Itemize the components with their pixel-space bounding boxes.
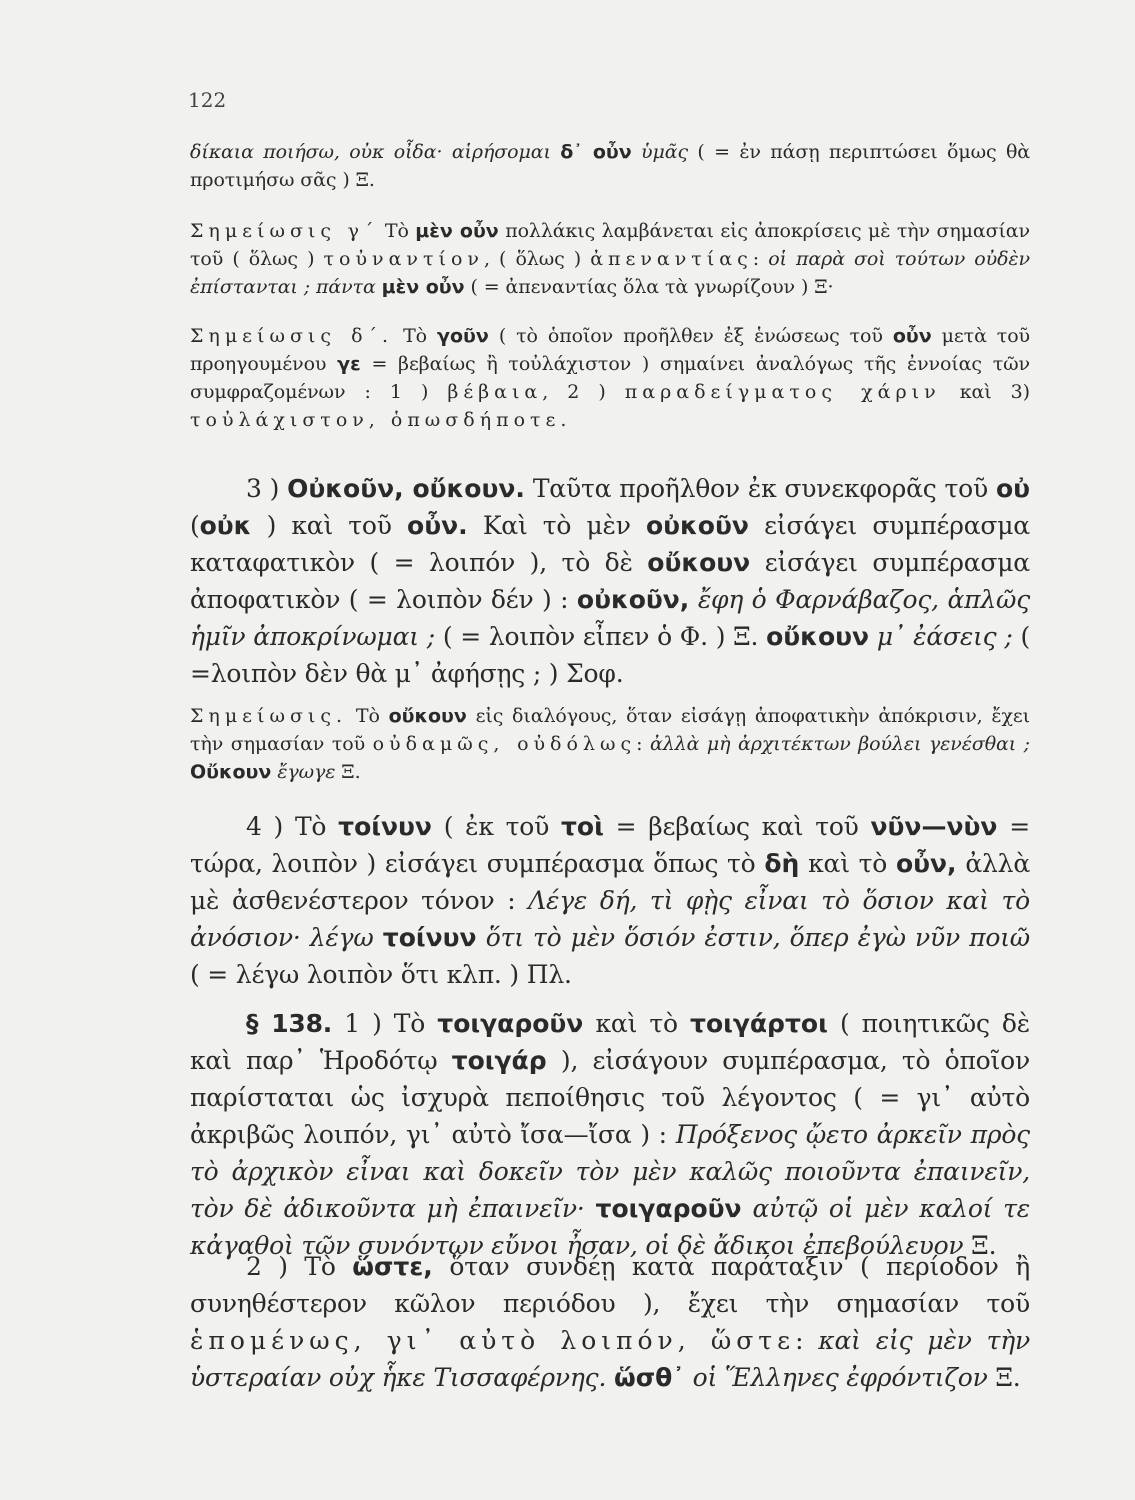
bold-term: ὥστε, <box>352 1252 433 1281</box>
bold-term: τοίνυν <box>338 812 432 841</box>
text-run: 1 ) Τὸ <box>332 1009 438 1038</box>
text-run: μετὰ τοῦ προηγουμένου <box>190 325 1030 375</box>
text-run: ( τὸ ὁποῖον προῆλθεν ἐξ ἑνώσεως τοῦ <box>488 325 893 347</box>
bold-term: οὖν <box>892 325 932 347</box>
text-run: Τὸ <box>378 220 416 242</box>
text-run: : <box>636 733 650 755</box>
text-run: Ξ. <box>963 1231 997 1260</box>
section-2-hoste <box>190 1248 1030 1396</box>
text-run <box>606 1363 614 1392</box>
text-run: καὶ τὸ <box>583 1009 690 1038</box>
italic-quote: οἱ παρὰ σοὶ τούτων οὐδὲν ἐπίστανται ; πάντα <box>190 248 1030 298</box>
bold-term: μὲν οὖν <box>381 276 465 298</box>
text-run: καὶ 3) <box>940 381 1030 403</box>
italic-quote: ἔφη ὁ Φαρνάβαζος, ἁπλῶς ἡμῖν ἀποκρίνωμαι ; <box>190 585 1030 651</box>
text-run: ( = ἀπεναντίας ὅλα τὰ γνωρίζουν ) Ξ· <box>464 276 834 298</box>
text-run: : <box>795 1326 819 1355</box>
italic-quote: ἀλλὰ μὴ ἀρχιτέκτων βούλει γενέσθαι ; <box>650 733 1030 755</box>
note-label: Σημείωσις δ΄. <box>190 325 394 347</box>
section-number: § 138. <box>246 1009 333 1038</box>
spaced-term: τοὐναντίον <box>323 248 484 270</box>
text-run: Τὸ <box>393 325 438 347</box>
bold-term: Οὔκουν <box>190 761 272 783</box>
text-run: Τὸ <box>347 705 389 727</box>
bold-term: οὐκοῦν, <box>576 585 690 614</box>
spaced-term: ἀπεναντίας <box>590 248 753 270</box>
italic-quote: μ᾽ ἐάσεις ; <box>869 622 1013 651</box>
bold-term: τοίνυν <box>382 923 477 952</box>
bold-term: τοιγαροῦν <box>437 1009 584 1038</box>
text-run: εἰς διαλόγους, ὅταν εἰσάγῃ ἀποφατικὴν ἀπόκρισιν, ἔχει τὴν σημασίαν τοῦ <box>190 705 1031 755</box>
text-run <box>585 1194 596 1223</box>
bold-term: οὔκουν <box>388 705 467 727</box>
text-run: 4 ) Τὸ <box>246 812 339 841</box>
text-run: ( <box>190 511 200 540</box>
bold-term: οὔκουν <box>647 548 751 577</box>
italic-quote: ὑμᾶς <box>631 141 689 163</box>
spaced-term: βέβαια <box>447 381 543 403</box>
spaced-term: ἑπομένως, γι᾽ αὐτὸ λοιπόν, ὥστε <box>190 1326 796 1355</box>
text-run: ἀλλὰ μὲ ἀσθενέστερον τόνον : <box>190 849 1031 915</box>
text-run: καὶ τὸ <box>799 849 896 878</box>
italic-quote: ὅτι τὸ μὲν ὅσιόν ἐστιν, ὅπερ ἐγὼ νῦν ποιῶ <box>476 923 1030 952</box>
text-run: Καὶ τὸ μὲν <box>467 511 646 540</box>
bold-term: δ᾽ οὖν <box>560 141 632 163</box>
bold-term: οὐ <box>995 474 1030 503</box>
note-oukoun <box>190 702 1030 786</box>
text-run: ) καὶ τοῦ <box>251 511 408 540</box>
text-run: πολλάκις λαμβάνεται εἰς ἀποκρίσεις μὲ τὴν σημασίαν τοῦ ( ὅλως ) <box>190 220 1030 270</box>
section-138 <box>190 1005 1030 1264</box>
bold-term: οὐκοῦν <box>645 511 749 540</box>
italic-quote: οἱ Ἕλληνες ἐφρόντιζον <box>684 1363 988 1392</box>
text-run: εἰσάγει συμπέρασμα καταφατικὸν ( = λοιπόν ), τὸ δὲ <box>190 511 1030 577</box>
text-run: Ταῦτα προῆλθον ἐκ συνεκφορᾶς τοῦ <box>524 474 996 503</box>
bold-term: τοιγάρτοι <box>689 1009 828 1038</box>
bold-term: δὴ <box>764 849 800 878</box>
text-run: , 2 ) <box>542 381 625 403</box>
text-run: : <box>752 248 769 270</box>
text-run: Ξ. <box>987 1363 1021 1392</box>
bold-term: νῦν—νὺν <box>870 812 998 841</box>
note-label: Σημείωσις γ΄ <box>190 220 379 242</box>
bold-term: τοιγάρ <box>451 1046 547 1075</box>
bold-term: τοιγαροῦν <box>595 1194 742 1223</box>
italic-quote: ἔγωγε <box>271 761 336 783</box>
spaced-term: οὐδαμῶς, οὐδόλως <box>372 733 637 755</box>
spaced-term: τοὐλάχιστον, ὁπωσδήποτε. <box>190 409 572 431</box>
bold-term: τοὶ <box>560 812 604 841</box>
page-number: 122 <box>188 88 227 112</box>
bold-term: γοῦν <box>437 325 489 347</box>
text-run: ), εἰσάγουν συμπέρασμα, τὸ ὁποῖον παρίσταται ὡς ἰσχυρὰ πεποίθησις τοῦ λέγοντος ( = γι᾽ αὐτὸ ἀκριβῶς λοιπόν, γι᾽ αὐτὸ ἴσα—ἴσα ) : <box>190 1046 1030 1149</box>
bold-term: οὐκ <box>199 511 252 540</box>
text-run: ( ποιητικῶς δὲ καὶ παρ᾽ Ἡροδότῳ <box>190 1009 1031 1075</box>
italic-quote: δίκαια ποιήσω, οὐκ οἶδα· αἱρήσομαι <box>190 141 561 163</box>
text-run: ( = λέγω λοιπὸν ὅτι κλπ. ) Πλ. <box>190 960 572 989</box>
text-run: = βεβαίως καὶ τοῦ <box>603 812 871 841</box>
italic-quote: Πρόξενος ᾤετο ἀρκεῖν πρὸς τὸ ἀρχικὸν εἶναι καὶ δοκεῖν τὸν μὲν καλῶς ποιοῦντα ἐπαινεῖν, τὸν δὲ ἀδικοῦντα μὴ ἐπαινεῖν· <box>190 1120 1030 1223</box>
text-run: = βεβαίως ἢ τοὐλάχιστον ) σημαίνει ἀναλόγως τῆς ἐννοίας τῶν συμφραζομένων : 1 ) <box>190 353 1030 403</box>
text-run: , ( ὅλως ) <box>483 248 591 270</box>
text-run: ( ἐκ τοῦ <box>431 812 561 841</box>
italic-quote: αὐτῷ οἱ μὲν καλοί τε κἀγαθοὶ τῶν συνόντων εὔνοι ἦσαν, οἱ δὲ ἄδικοι ἐπεβούλευον <box>190 1194 1030 1260</box>
bold-term: οὖν. <box>407 511 468 540</box>
text-run: ( =λοιπὸν δὲν θὰ μ᾽ ἀφήσῃς ; ) Σοφ. <box>190 622 1030 688</box>
text-run <box>374 923 383 952</box>
text-run: ( = ἐν πάσῃ περιπτώσει ὅμως θὰ προτιμήσω σᾶς ) Ξ. <box>190 141 1031 191</box>
text-run: εἰσάγει συμπέρασμα ἀποφατικὸν ( = λοιπὸν δέν ) : <box>190 548 1030 614</box>
text-run: ( = λοιπὸν εἶπεν ὁ Φ. ) Ξ. <box>434 622 767 651</box>
bold-term: γε <box>337 353 361 375</box>
spaced-term: παραδείγματος χάριν <box>624 381 941 403</box>
text-run: = τώρα, λοιπὸν ) εἰσάγει συμπέρασμα ὅπως τὸ <box>190 812 1030 878</box>
italic-quote: καὶ εἰς μὲν τὴν ὑστεραίαν οὐχ ἧκε Τισσαφέρνης. <box>190 1326 1030 1392</box>
bold-term: ὥσθ᾽ <box>613 1363 685 1392</box>
note-delta <box>190 322 1030 434</box>
section-4-toinyn <box>190 808 1030 993</box>
bold-term: μὲν οὖν <box>415 220 499 242</box>
bold-term: οὔκουν <box>766 622 870 651</box>
paragraph-continuation <box>190 138 1030 194</box>
section-3-oukoun <box>190 470 1030 692</box>
note-gamma <box>190 217 1030 301</box>
bold-term: Οὐκοῦν, οὔκουν. <box>287 474 525 503</box>
text-run: 2 ) Τὸ <box>246 1252 353 1281</box>
bold-term: οὖν, <box>895 849 957 878</box>
text-run: ὅταν συνδέῃ κατὰ παράταξιν ( περίοδον ἢ συνηθέστερον κῶλον περιόδου ), ἔχει τὴν σημασίαν τοῦ <box>190 1252 1031 1318</box>
note-label: Σημείωσις. <box>190 705 348 727</box>
italic-quote: Λέγε δή, τὶ φῂς εἶναι τὸ ὅσιον καὶ τὸ ἀνόσιον· λέγω <box>190 886 1030 952</box>
text-run: 3 ) <box>246 474 288 503</box>
text-run: Ξ. <box>335 761 361 783</box>
